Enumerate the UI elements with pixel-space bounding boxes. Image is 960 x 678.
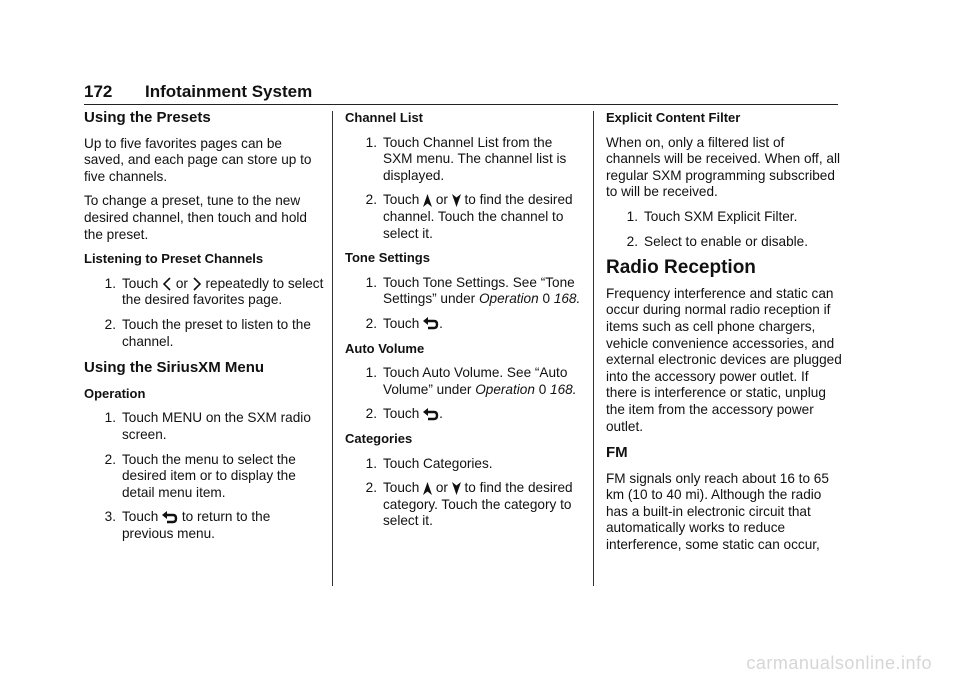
chevron-right-icon: [192, 277, 202, 291]
up-arrow-icon: [423, 194, 432, 207]
list-item: 1. Touch Channel List from the SXM menu. The channel list is displayed.: [365, 134, 567, 183]
footer: [0, 648, 960, 678]
heading-operation: Operation: [84, 385, 146, 401]
heading-tone-settings: Tone Settings: [345, 250, 430, 266]
presets-paragraph-2: To change a preset, tune to the new desired channel, then touch and hold the preset.: [84, 193, 307, 242]
heading-listening-presets: Listening to Preset Channels: [84, 251, 264, 267]
heading-radio-reception: Radio Reception: [606, 257, 756, 279]
list-item: 1. Touch MENU on the SXM radio screen.: [104, 410, 311, 442]
list-item: 2. Touch .: [365, 315, 443, 331]
list-item: 2. Touch the preset to listen to the channel.: [104, 316, 311, 349]
list-item: 1. Touch SXM Explicit Filter.: [626, 208, 798, 224]
list-item: 2. Touch or to find the desired category. Touch the category to select it.: [365, 480, 573, 529]
heading-using-presets: Using the Presets: [84, 109, 211, 126]
back-arrow-icon: [162, 511, 178, 525]
presets-paragraph-1: Up to five favorites pages can be saved, and each page can store up to five channels.: [84, 135, 312, 184]
list-item: 2. Touch or to find the desired channel. Touch the channel to select it.: [365, 192, 573, 241]
down-arrow-icon: [452, 482, 461, 495]
back-arrow-icon: [423, 408, 439, 422]
radio-paragraph: Frequency interference and static can occur during normal radio reception if items such as cell phone chargers, vehicle convenience accessories, and external electronic devices are plugged into the accessory power outlet. If there is interference or static, unplug the item from the accessory power outlet.: [606, 285, 842, 434]
cross-reference[interactable]: Operation: [475, 381, 535, 397]
fm-paragraph: FM signals only reach about 16 to 65 km (10 to 40 mi). Although the radio has a built-in electronic circuit that automatically works to reduce interference, some static can occur,: [606, 470, 829, 553]
list-item: 2. Touch .: [365, 406, 443, 422]
column-divider-1: [332, 111, 333, 586]
down-arrow-icon: [452, 194, 461, 207]
heading-fm: FM: [606, 444, 628, 462]
heading-channel-list: Channel List: [345, 110, 424, 125]
column-1: [84, 110, 324, 550]
back-arrow-icon: [423, 317, 439, 331]
watermark: carmanualsonline.info: [746, 653, 932, 673]
column-2: [345, 110, 585, 538]
list-item: 1. Touch Auto Volume. See “Auto Volume” under Operation 0 168.: [365, 365, 577, 397]
column-divider-2: [593, 111, 594, 586]
heading-categories: Categories: [345, 430, 413, 446]
page-header: [84, 82, 838, 105]
page-reference[interactable]: 168.: [553, 291, 581, 307]
heading-auto-volume: Auto Volume: [345, 340, 425, 356]
list-item: 1. Touch Categories.: [365, 455, 493, 471]
page-reference[interactable]: 168.: [550, 381, 577, 397]
page-ref-symbol: 0: [538, 381, 547, 397]
list-item: 3. Touch to return to the previous menu.: [104, 509, 271, 541]
list-item: 2. Touch the menu to select the desired item or to display the detail menu item.: [104, 451, 296, 500]
list-item: 1. Touch Tone Settings. See “Tone Settings” under Operation 0 168.: [365, 274, 581, 307]
up-arrow-icon: [423, 482, 432, 495]
heading-explicit-filter: Explicit Content Filter: [606, 110, 741, 125]
column-3: [606, 110, 842, 562]
list-item: 1. Touch or repeatedly to select the desired favorites page.: [104, 275, 324, 308]
explicit-paragraph: When on, only a filtered list of channels will be received. When off, all regular SXM programming subscribed to will be received.: [606, 134, 840, 200]
heading-siriusxm-menu: Using the SiriusXM Menu: [84, 359, 265, 377]
chapter-title: Infotainment System: [145, 82, 313, 101]
list-item: 2. Select to enable or disable.: [626, 233, 808, 249]
page-ref-symbol: 0: [542, 291, 551, 307]
chevron-left-icon: [162, 277, 172, 291]
page-number: 172: [84, 82, 113, 101]
cross-reference[interactable]: Operation: [478, 291, 539, 307]
